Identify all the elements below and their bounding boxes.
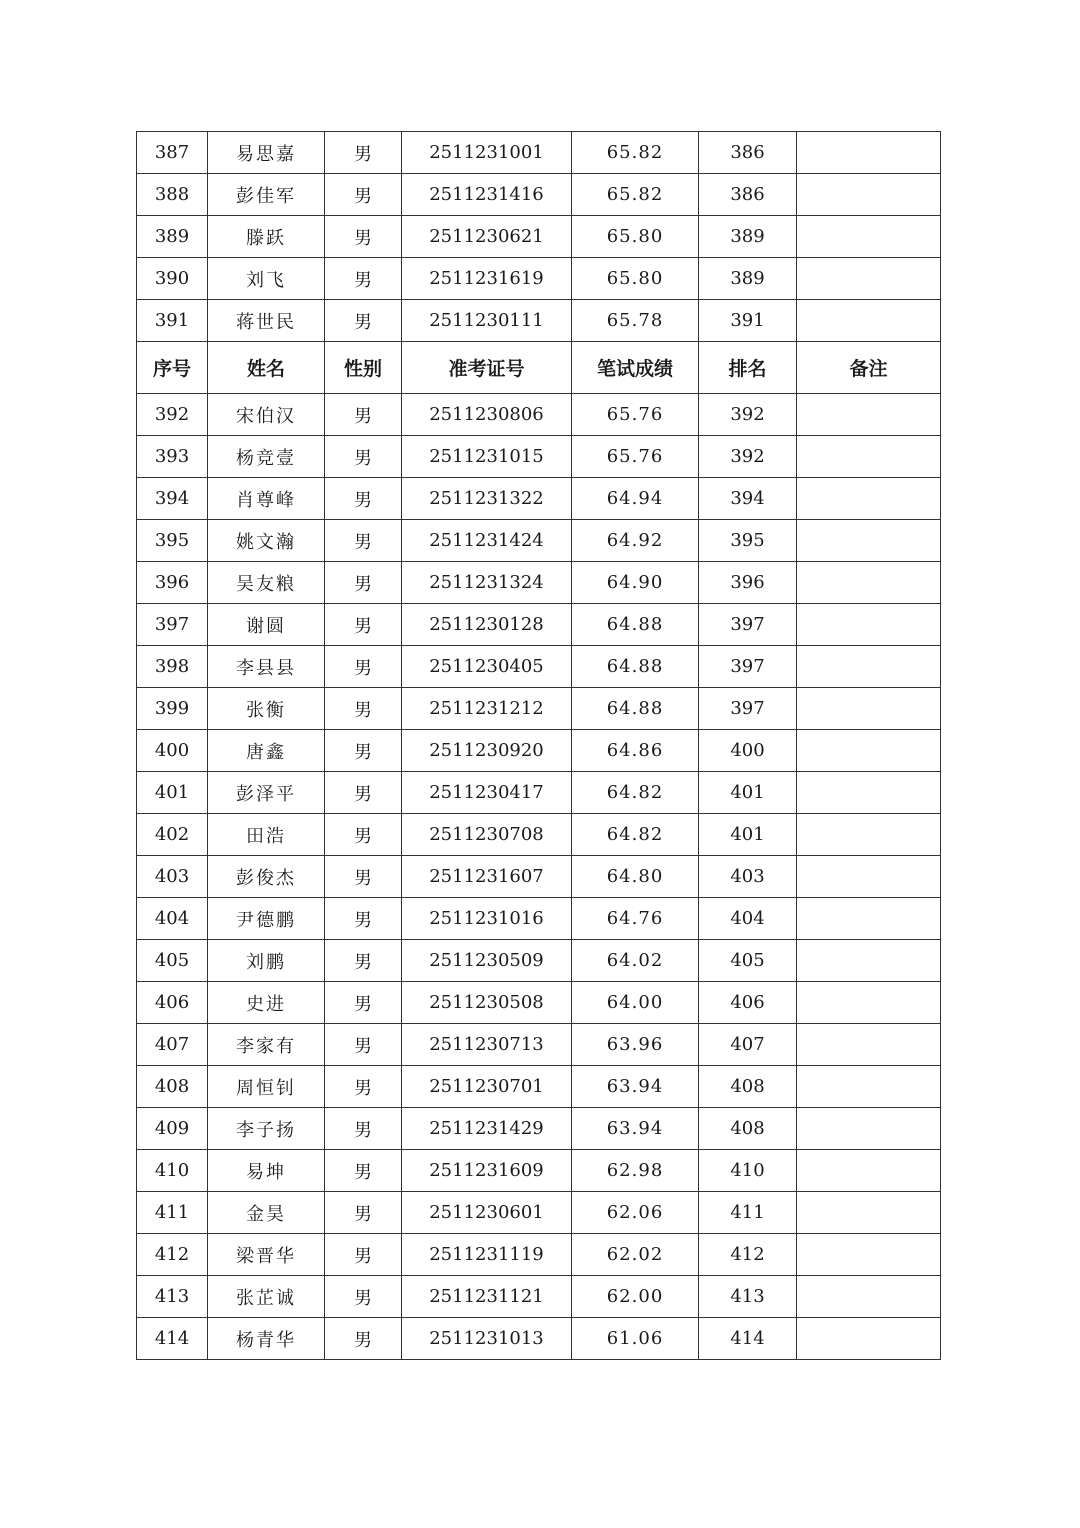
cell-note xyxy=(797,688,941,730)
cell-gender: 男 xyxy=(325,814,402,856)
cell-score: 64.80 xyxy=(572,856,699,898)
cell-exam-id: 2511231322 xyxy=(402,478,572,520)
cell-name: 刘鹏 xyxy=(208,940,325,982)
cell-score: 64.88 xyxy=(572,604,699,646)
cell-score: 65.82 xyxy=(572,174,699,216)
cell-gender: 男 xyxy=(325,436,402,478)
cell-rank: 395 xyxy=(699,520,797,562)
cell-gender: 男 xyxy=(325,604,402,646)
cell-name: 李子扬 xyxy=(208,1108,325,1150)
cell-seq: 399 xyxy=(137,688,208,730)
cell-gender: 男 xyxy=(325,772,402,814)
table-row xyxy=(137,1192,941,1234)
cell-note xyxy=(797,1150,941,1192)
cell-rank: 401 xyxy=(699,772,797,814)
cell-name: 肖尊峰 xyxy=(208,478,325,520)
cell-name: 宋伯汉 xyxy=(208,394,325,436)
cell-gender: 男 xyxy=(325,394,402,436)
cell-seq: 392 xyxy=(137,394,208,436)
cell-seq: 398 xyxy=(137,646,208,688)
cell-name: 蒋世民 xyxy=(208,300,325,342)
cell-exam-id: 2511231119 xyxy=(402,1234,572,1276)
table-row xyxy=(137,772,941,814)
header-exam-id: 准考证号 xyxy=(402,342,572,394)
cell-exam-id: 2511231212 xyxy=(402,688,572,730)
cell-name: 周恒钊 xyxy=(208,1066,325,1108)
cell-exam-id: 2511230509 xyxy=(402,940,572,982)
table-row xyxy=(137,300,941,342)
cell-score: 64.90 xyxy=(572,562,699,604)
cell-exam-id: 2511231416 xyxy=(402,174,572,216)
cell-note xyxy=(797,1276,941,1318)
cell-score: 65.82 xyxy=(572,132,699,174)
cell-note xyxy=(797,1234,941,1276)
cell-name: 唐鑫 xyxy=(208,730,325,772)
cell-gender: 男 xyxy=(325,1276,402,1318)
cell-score: 62.06 xyxy=(572,1192,699,1234)
cell-note xyxy=(797,436,941,478)
cell-seq: 401 xyxy=(137,772,208,814)
table-row xyxy=(137,898,941,940)
cell-note xyxy=(797,478,941,520)
cell-seq: 410 xyxy=(137,1150,208,1192)
cell-seq: 395 xyxy=(137,520,208,562)
cell-seq: 390 xyxy=(137,258,208,300)
cell-note xyxy=(797,216,941,258)
cell-score: 63.96 xyxy=(572,1024,699,1066)
cell-note xyxy=(797,258,941,300)
table-row xyxy=(137,436,941,478)
cell-score: 64.88 xyxy=(572,646,699,688)
cell-name: 姚文瀚 xyxy=(208,520,325,562)
cell-seq: 397 xyxy=(137,604,208,646)
cell-note xyxy=(797,520,941,562)
cell-seq: 396 xyxy=(137,562,208,604)
cell-score: 64.94 xyxy=(572,478,699,520)
score-table xyxy=(136,131,941,1360)
cell-rank: 386 xyxy=(699,174,797,216)
cell-note xyxy=(797,132,941,174)
cell-seq: 413 xyxy=(137,1276,208,1318)
cell-rank: 404 xyxy=(699,898,797,940)
table-row xyxy=(137,1234,941,1276)
cell-score: 65.76 xyxy=(572,436,699,478)
cell-score: 64.88 xyxy=(572,688,699,730)
cell-score: 65.76 xyxy=(572,394,699,436)
cell-gender: 男 xyxy=(325,730,402,772)
cell-seq: 406 xyxy=(137,982,208,1024)
cell-exam-id: 2511231619 xyxy=(402,258,572,300)
cell-exam-id: 2511230701 xyxy=(402,1066,572,1108)
cell-exam-id: 2511230708 xyxy=(402,814,572,856)
header-seq: 序号 xyxy=(137,342,208,394)
cell-gender: 男 xyxy=(325,520,402,562)
cell-rank: 392 xyxy=(699,394,797,436)
cell-name: 杨青华 xyxy=(208,1318,325,1360)
cell-rank: 406 xyxy=(699,982,797,1024)
cell-score: 61.06 xyxy=(572,1318,699,1360)
cell-seq: 387 xyxy=(137,132,208,174)
cell-rank: 405 xyxy=(699,940,797,982)
cell-name: 张衡 xyxy=(208,688,325,730)
cell-exam-id: 2511231121 xyxy=(402,1276,572,1318)
cell-note xyxy=(797,772,941,814)
cell-seq: 402 xyxy=(137,814,208,856)
cell-name: 杨竞壹 xyxy=(208,436,325,478)
cell-name: 史进 xyxy=(208,982,325,1024)
cell-note xyxy=(797,300,941,342)
cell-seq: 411 xyxy=(137,1192,208,1234)
cell-note xyxy=(797,1192,941,1234)
cell-exam-id: 2511230508 xyxy=(402,982,572,1024)
cell-rank: 389 xyxy=(699,258,797,300)
cell-exam-id: 2511231607 xyxy=(402,856,572,898)
cell-score: 65.80 xyxy=(572,258,699,300)
cell-score: 63.94 xyxy=(572,1066,699,1108)
cell-exam-id: 2511231013 xyxy=(402,1318,572,1360)
table-row xyxy=(137,1276,941,1318)
cell-exam-id: 2511231016 xyxy=(402,898,572,940)
cell-seq: 407 xyxy=(137,1024,208,1066)
cell-score: 65.80 xyxy=(572,216,699,258)
cell-gender: 男 xyxy=(325,562,402,604)
cell-note xyxy=(797,646,941,688)
cell-score: 64.76 xyxy=(572,898,699,940)
cell-rank: 412 xyxy=(699,1234,797,1276)
cell-name: 易坤 xyxy=(208,1150,325,1192)
cell-name: 李县县 xyxy=(208,646,325,688)
cell-exam-id: 2511230405 xyxy=(402,646,572,688)
cell-rank: 397 xyxy=(699,604,797,646)
cell-name: 刘飞 xyxy=(208,258,325,300)
table-row xyxy=(137,478,941,520)
cell-seq: 388 xyxy=(137,174,208,216)
header-rank: 排名 xyxy=(699,342,797,394)
cell-gender: 男 xyxy=(325,646,402,688)
cell-note xyxy=(797,394,941,436)
header-gender: 性别 xyxy=(325,342,402,394)
cell-gender: 男 xyxy=(325,1318,402,1360)
table-row xyxy=(137,132,941,174)
cell-score: 64.92 xyxy=(572,520,699,562)
cell-name: 金昊 xyxy=(208,1192,325,1234)
cell-rank: 410 xyxy=(699,1150,797,1192)
cell-rank: 414 xyxy=(699,1318,797,1360)
table-body xyxy=(137,132,941,1360)
table-row xyxy=(137,940,941,982)
cell-score: 62.98 xyxy=(572,1150,699,1192)
table-row xyxy=(137,258,941,300)
cell-note xyxy=(797,898,941,940)
cell-rank: 389 xyxy=(699,216,797,258)
cell-gender: 男 xyxy=(325,1108,402,1150)
cell-rank: 391 xyxy=(699,300,797,342)
cell-exam-id: 2511230920 xyxy=(402,730,572,772)
table-row xyxy=(137,730,941,772)
cell-name: 彭佳军 xyxy=(208,174,325,216)
cell-seq: 404 xyxy=(137,898,208,940)
cell-seq: 408 xyxy=(137,1066,208,1108)
cell-gender: 男 xyxy=(325,1066,402,1108)
cell-gender: 男 xyxy=(325,216,402,258)
cell-name: 张芷诚 xyxy=(208,1276,325,1318)
cell-name: 彭俊杰 xyxy=(208,856,325,898)
cell-seq: 405 xyxy=(137,940,208,982)
cell-gender: 男 xyxy=(325,300,402,342)
header-name: 姓名 xyxy=(208,342,325,394)
table-row xyxy=(137,814,941,856)
cell-exam-id: 2511230713 xyxy=(402,1024,572,1066)
cell-name: 吴友粮 xyxy=(208,562,325,604)
cell-name: 梁晋华 xyxy=(208,1234,325,1276)
table-row xyxy=(137,1150,941,1192)
cell-score: 64.82 xyxy=(572,814,699,856)
cell-gender: 男 xyxy=(325,1150,402,1192)
header-note: 备注 xyxy=(797,342,941,394)
cell-note xyxy=(797,730,941,772)
table-row xyxy=(137,1108,941,1150)
cell-exam-id: 2511231015 xyxy=(402,436,572,478)
cell-exam-id: 2511231324 xyxy=(402,562,572,604)
cell-name: 滕跃 xyxy=(208,216,325,258)
cell-name: 谢圆 xyxy=(208,604,325,646)
cell-gender: 男 xyxy=(325,1192,402,1234)
cell-score: 62.02 xyxy=(572,1234,699,1276)
cell-seq: 414 xyxy=(137,1318,208,1360)
cell-exam-id: 2511231424 xyxy=(402,520,572,562)
cell-exam-id: 2511230128 xyxy=(402,604,572,646)
cell-exam-id: 2511230621 xyxy=(402,216,572,258)
table-row xyxy=(137,982,941,1024)
cell-rank: 397 xyxy=(699,646,797,688)
cell-exam-id: 2511231429 xyxy=(402,1108,572,1150)
table-row xyxy=(137,216,941,258)
table-row xyxy=(137,688,941,730)
cell-gender: 男 xyxy=(325,1234,402,1276)
cell-gender: 男 xyxy=(325,174,402,216)
cell-rank: 386 xyxy=(699,132,797,174)
cell-score: 64.02 xyxy=(572,940,699,982)
cell-rank: 407 xyxy=(699,1024,797,1066)
cell-seq: 409 xyxy=(137,1108,208,1150)
cell-rank: 408 xyxy=(699,1066,797,1108)
cell-score: 64.86 xyxy=(572,730,699,772)
cell-name: 田浩 xyxy=(208,814,325,856)
cell-note xyxy=(797,562,941,604)
cell-note xyxy=(797,1318,941,1360)
cell-seq: 393 xyxy=(137,436,208,478)
cell-score: 64.82 xyxy=(572,772,699,814)
cell-exam-id: 2511230417 xyxy=(402,772,572,814)
cell-gender: 男 xyxy=(325,478,402,520)
cell-rank: 397 xyxy=(699,688,797,730)
cell-rank: 401 xyxy=(699,814,797,856)
cell-note xyxy=(797,174,941,216)
cell-exam-id: 2511230806 xyxy=(402,394,572,436)
cell-rank: 392 xyxy=(699,436,797,478)
table-row xyxy=(137,1066,941,1108)
cell-score: 65.78 xyxy=(572,300,699,342)
table-row xyxy=(137,856,941,898)
cell-note xyxy=(797,1108,941,1150)
cell-gender: 男 xyxy=(325,132,402,174)
header-score: 笔试成绩 xyxy=(572,342,699,394)
table-row xyxy=(137,1318,941,1360)
cell-note xyxy=(797,856,941,898)
cell-rank: 408 xyxy=(699,1108,797,1150)
cell-seq: 391 xyxy=(137,300,208,342)
cell-note xyxy=(797,982,941,1024)
cell-exam-id: 2511230601 xyxy=(402,1192,572,1234)
cell-note xyxy=(797,814,941,856)
cell-rank: 400 xyxy=(699,730,797,772)
cell-seq: 412 xyxy=(137,1234,208,1276)
cell-seq: 394 xyxy=(137,478,208,520)
cell-score: 62.00 xyxy=(572,1276,699,1318)
cell-seq: 400 xyxy=(137,730,208,772)
cell-gender: 男 xyxy=(325,898,402,940)
cell-rank: 394 xyxy=(699,478,797,520)
cell-note xyxy=(797,1066,941,1108)
cell-gender: 男 xyxy=(325,688,402,730)
cell-rank: 403 xyxy=(699,856,797,898)
table-row xyxy=(137,646,941,688)
cell-seq: 389 xyxy=(137,216,208,258)
cell-gender: 男 xyxy=(325,1024,402,1066)
cell-gender: 男 xyxy=(325,940,402,982)
cell-name: 尹德鹏 xyxy=(208,898,325,940)
cell-score: 64.00 xyxy=(572,982,699,1024)
cell-gender: 男 xyxy=(325,258,402,300)
table-row xyxy=(137,394,941,436)
cell-exam-id: 2511231609 xyxy=(402,1150,572,1192)
cell-rank: 396 xyxy=(699,562,797,604)
cell-exam-id: 2511230111 xyxy=(402,300,572,342)
table-row xyxy=(137,1024,941,1066)
table-row xyxy=(137,174,941,216)
cell-note xyxy=(797,940,941,982)
table-row xyxy=(137,562,941,604)
cell-note xyxy=(797,604,941,646)
cell-note xyxy=(797,1024,941,1066)
cell-gender: 男 xyxy=(325,856,402,898)
cell-name: 彭泽平 xyxy=(208,772,325,814)
table-row xyxy=(137,520,941,562)
cell-score: 63.94 xyxy=(572,1108,699,1150)
cell-exam-id: 2511231001 xyxy=(402,132,572,174)
cell-name: 易思嘉 xyxy=(208,132,325,174)
cell-rank: 411 xyxy=(699,1192,797,1234)
cell-seq: 403 xyxy=(137,856,208,898)
table-header-row xyxy=(137,342,941,394)
table-row xyxy=(137,604,941,646)
cell-rank: 413 xyxy=(699,1276,797,1318)
cell-name: 李家有 xyxy=(208,1024,325,1066)
cell-gender: 男 xyxy=(325,982,402,1024)
